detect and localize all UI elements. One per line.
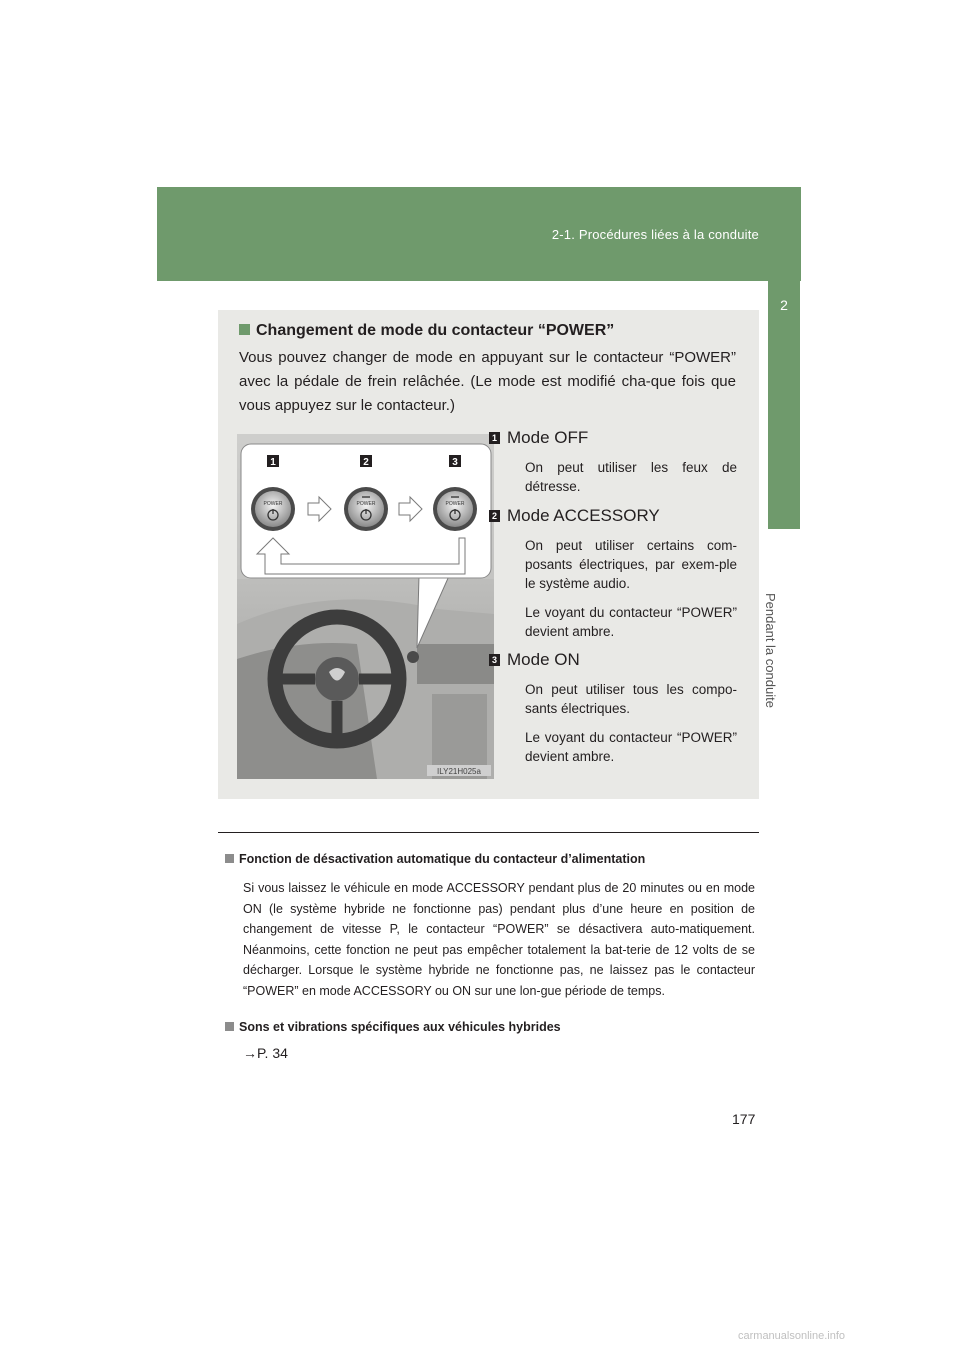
note-title — [225, 852, 645, 866]
note-title-text: Sons et vibrations spécifiques aux véhicules hybrides — [239, 1020, 561, 1034]
box-title-text: Changement de mode du contacteur “POWER” — [256, 322, 615, 339]
info-box — [218, 310, 759, 799]
page-cross-reference-link[interactable]: →P. 34 — [243, 1045, 288, 1061]
figure-code: ILY21H025a — [437, 767, 481, 776]
square-bullet-icon — [239, 324, 250, 335]
chapter-tab — [768, 281, 800, 529]
power-text-2: POWER — [356, 501, 376, 507]
section-title: 2-1. Procédures liées à la conduite — [551, 227, 759, 242]
watermark: carmanualsonline.info — [738, 1330, 846, 1342]
power-text-3: POWER — [445, 501, 465, 507]
figure-label-2: 2 — [363, 457, 369, 468]
box-title — [239, 322, 614, 340]
power-button-accessory — [344, 487, 388, 531]
mode-title: Mode ACCESSORY — [507, 506, 660, 525]
square-bullet-icon — [225, 854, 234, 863]
header-band — [157, 187, 801, 281]
mode-number-badge: 2 — [489, 510, 500, 522]
note-title-text: Fonction de désactivation automatique du contacteur d’alimentation — [239, 852, 646, 866]
mode-description: On peut utiliser les feux de détresse. — [525, 460, 737, 494]
dashboard-illustration — [237, 434, 494, 779]
mode-number-badge: 1 — [489, 432, 500, 444]
note-title — [225, 1020, 561, 1034]
box-paragraph: Vous pouvez changer de mode en appuyant sur le contacteur “POWER” avec la pédale de frein relâchée. (Le mode est modifié cha-que fois que vous appuyez sur le contacteur.) — [239, 349, 736, 414]
power-button-on — [433, 487, 477, 531]
page-number: 177 — [732, 1111, 756, 1127]
figure-label-1: 1 — [270, 457, 276, 468]
mode-number-badge: 3 — [489, 654, 500, 666]
mode-description: On peut utiliser certains com-posants électriques, par exem-ple le système audio. — [525, 538, 737, 591]
figure-label-3: 3 — [452, 457, 458, 468]
mode-description: Le voyant du contacteur “POWER” devient ambre. — [525, 605, 737, 639]
mode-title: Mode OFF — [507, 428, 589, 447]
section-divider — [218, 832, 759, 833]
mode-description: Le voyant du contacteur “POWER” devient ambre. — [525, 730, 737, 764]
square-bullet-icon — [225, 1022, 234, 1031]
power-button-off — [251, 487, 295, 531]
chapter-label: Pendant la conduite — [763, 593, 778, 708]
mode-accessory — [491, 506, 737, 641]
mode-description: On peut utiliser tous les compo-sants électriques. — [525, 682, 737, 716]
note-body: Si vous laissez le véhicule en mode ACCESSORY pendant plus de 20 minutes ou en mode ON (le système hybride ne fonctionne pas) pendant plus d’une heure en position de changement de vitesse P, le contacteur “POWER” se désactivera auto-matiquement. Néanmoins, cette fonction ne peut pas empêcher totalement la bat-terie de 12 volts de se décharger. Lorsque le système hybride ne fonctionne pas, ne laissez pas le contacteur “POWER” en mode ACCESSORY ou ON sur une lon-gue période de temps. — [243, 881, 755, 998]
mode-on — [491, 650, 737, 766]
mode-off — [491, 428, 737, 496]
dashboard-figure — [237, 434, 494, 779]
chapter-number: 2 — [780, 297, 788, 313]
mode-title: Mode ON — [507, 650, 580, 669]
power-text-1: POWER — [263, 501, 283, 507]
